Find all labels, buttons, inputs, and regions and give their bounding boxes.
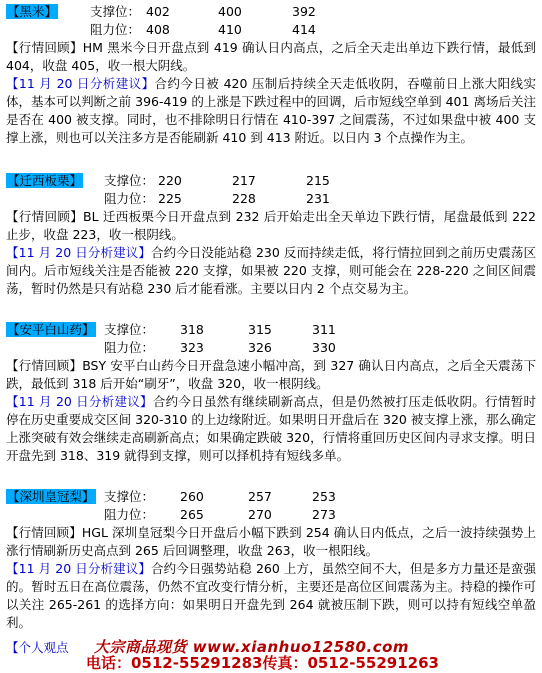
advice-tag: 【11 月 20 日分析建议】 [6, 245, 151, 260]
resist-value-1: 323 [180, 340, 204, 355]
resist-value-3: 330 [312, 340, 336, 355]
advice-tag: 【11 月 20 日分析建议】 [6, 76, 155, 91]
analysis-advice-heimi [6, 75, 536, 147]
commodity-header-heimi [6, 3, 316, 20]
stamp-website-line: 大宗商品现货 www.xianhuo12580.com [94, 638, 410, 656]
support-value-2: 400 [218, 4, 242, 19]
advice-text: 合约今日被 420 压制后持续全天走低收阴，吞噬前日上涨大阳线实体，基本可以判断之前 396-419 的上涨是下跌过程中的回调，后市短线空单到 401 离场后关注是否在 400 被支撑。同时，也不排除明日行情在 410-397 之间震荡，不过如果盘中被 400 支撑上涨，则也可以关注多方是否能刷新 410 到 413 附近。以日内 3 个点操作为主。 [6, 76, 536, 145]
resist-value-1: 408 [146, 22, 170, 37]
support-value-1: 220 [158, 173, 182, 188]
resist-value-1: 265 [180, 507, 204, 522]
support-label: 支撑位： [90, 4, 141, 19]
commodity-name-tag: 【安平白山药】 [7, 322, 95, 337]
support-label: 支撑位： [104, 322, 155, 337]
support-value-3: 215 [306, 173, 330, 188]
resist-value-3: 414 [292, 22, 316, 37]
advice-text: 合约今日没能站稳 230 反而持续走低，将行情拉回到之前历史震荡区间内。后市短线关注是否能被 220 支撑，如果被 220 支撑，则可能会在 228-220 之间区间震荡，暂时仍然是只有站稳 230 后才能看涨。主要以日内 2 个点交易为主。 [6, 245, 537, 296]
support-label: 支撑位： [104, 489, 155, 504]
resist-label: 阻力位： [104, 507, 155, 522]
resist-value-2: 270 [248, 507, 272, 522]
market-review-shanyao: 【行情回顾】BSY 安平白山药今日开盘急速小幅冲高，到 327 确认日内高点，之后全天震荡下跌，最低到 318 后开始“刷牙”，收盘 320，收一根阴线。 [6, 358, 536, 391]
support-value-3: 253 [312, 489, 336, 504]
support-value-3: 392 [292, 4, 316, 19]
advice-text: 合约今日虽然有继续刷新高点，但是仍然被打压走低收阴。行情暂时停在历史重要成交区间 320-310 的上边缘附近。如果明日开盘后在 320 被支撑上涨，那么确定上涨突破有效会继续走高刷新高点；如果确定跌破 320，行情将重回历史区间内寻求支撑。明日开盘先到 318、319 就得到支撑，则可以择机持有短线多单。 [6, 394, 536, 463]
resist-value-2: 326 [248, 340, 272, 355]
advice-tag: 【11 月 20 日分析建议】 [6, 561, 151, 576]
resist-value-2: 228 [232, 191, 256, 206]
support-value-2: 217 [232, 173, 256, 188]
resist-value-2: 410 [218, 22, 242, 37]
advice-text: 合约今日强势站稳 260 上方，虽然空间不大，但是多方力量还是蛮强的。暂时五日在高位震荡，仍然不宜改变行情分析，主要还是高位区间震荡为主。持稳的操作可以关注 265-261 的选择方向：如果明日开盘先到 264 就被压制下跌，则可以持有短线空单盈利。 [6, 561, 537, 630]
analysis-advice-huangguanli [6, 560, 536, 632]
resist-value-3: 273 [312, 507, 336, 522]
commodity-name-tag: 【黑米】 [7, 4, 58, 19]
commodity-header-huangguanli [6, 488, 336, 505]
resist-value-1: 225 [158, 191, 182, 206]
commodity-header-shanyao [6, 321, 336, 338]
support-value-2: 257 [248, 489, 272, 504]
support-label: 支撑位： [104, 173, 155, 188]
market-review-banli: 【行情回顾】BL 迁西板栗今日开盘点到 232 后开始走出全天单边下跌行情，尾盘最低到 222 止步，收盘 223，收一根阴线。 [6, 209, 536, 242]
support-value-1: 318 [180, 322, 204, 337]
resist-label: 阻力位： [104, 340, 155, 355]
support-value-1: 402 [146, 4, 170, 19]
analysis-advice-shanyao [6, 393, 536, 465]
resist-label: 阻力位： [104, 191, 155, 206]
market-review-heimi: 【行情回顾】HM 黑米今日开盘点到 419 确认日内高点，之后全天走出单边下跌行情，最低到 404，收盘 405，收一根大阴线。 [6, 40, 536, 73]
advice-tag: 【11 月 20 日分析建议】 [6, 394, 153, 409]
support-value-3: 311 [312, 322, 336, 337]
resist-value-3: 231 [306, 191, 330, 206]
commodity-name-tag: 【深圳皇冠梨】 [7, 489, 95, 504]
market-review-huangguanli: 【行情回顾】HGL 深圳皇冠梨今日开盘后小幅下跌到 254 确认日内低点，之后一波持续强势上涨行情刷新历史高点到 265 后回调整理，收盘 263，收一根阳线。 [6, 525, 536, 558]
contact-stamp [4, 636, 540, 670]
commodity-name-tag: 【迁西板栗】 [7, 173, 83, 188]
resist-label: 阻力位： [90, 22, 141, 37]
support-value-2: 315 [248, 322, 272, 337]
analysis-advice-banli [6, 244, 536, 298]
support-value-1: 260 [180, 489, 204, 504]
stamp-phone-line: 电话：0512-55291283传真：0512-55291263 [86, 654, 439, 672]
commodity-header-banli [6, 172, 330, 189]
personal-view-tag: 【个人观点 [6, 640, 69, 655]
